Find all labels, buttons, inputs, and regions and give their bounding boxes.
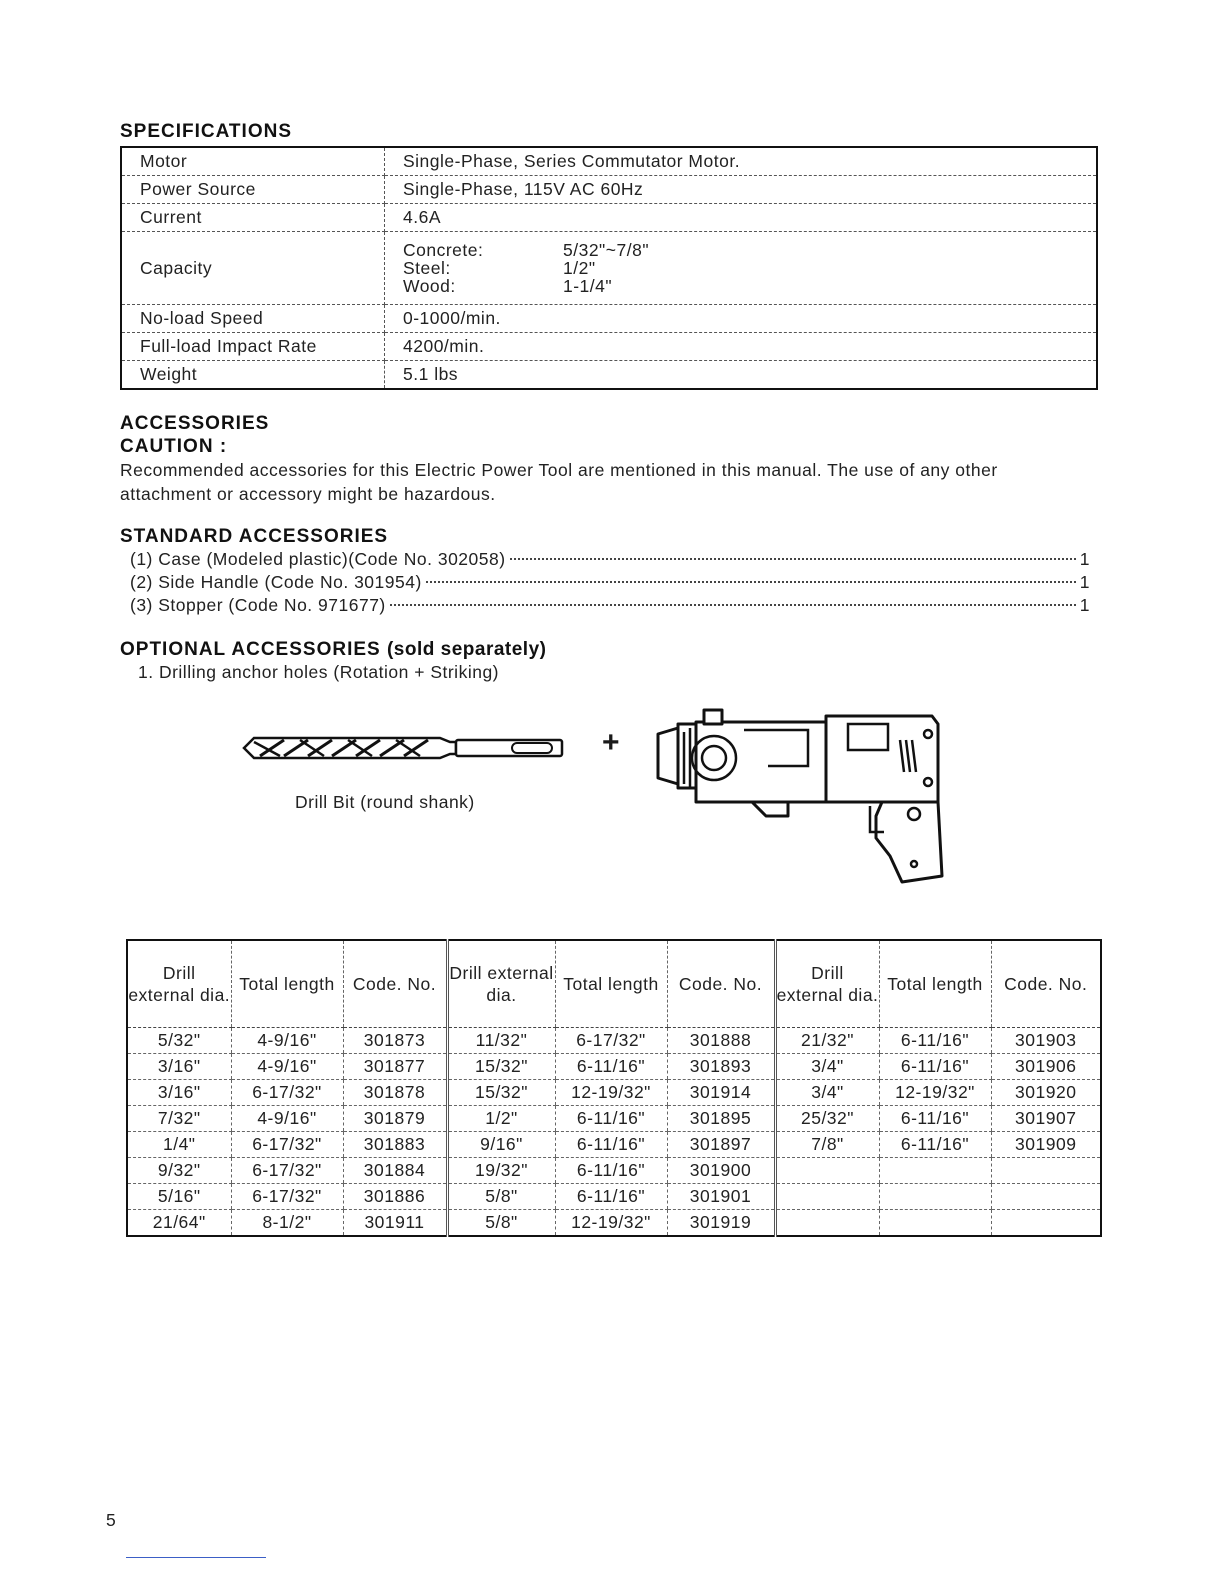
header-code-no: Code. No.: [667, 940, 775, 1028]
spec-row-motor: [121, 147, 1097, 176]
table-cell: 301919: [667, 1210, 775, 1237]
table-cell: 301920: [991, 1080, 1101, 1106]
table-cell: 5/8": [447, 1184, 555, 1210]
optional-heading-suffix: (sold separately): [386, 639, 547, 660]
table-cell: 6-17/32": [555, 1028, 667, 1054]
table-cell: 6-17/32": [231, 1132, 343, 1158]
header-code-no: Code. No.: [343, 940, 447, 1028]
header-drill-dia: Drill external dia.: [447, 940, 555, 1028]
table-cell: 301884: [343, 1158, 447, 1184]
spec-row-current: [121, 204, 1097, 232]
table-cell: 6-11/16": [555, 1054, 667, 1080]
capacity-value: 1-1/4": [563, 276, 613, 296]
table-cell: 5/32": [127, 1028, 231, 1054]
table-row: [127, 1210, 1101, 1237]
spec-row-no-load-speed: [121, 305, 1097, 333]
header-drill-dia: Drill external dia.: [127, 940, 231, 1028]
standard-accessories-heading: STANDARD ACCESSORIES: [120, 526, 389, 547]
table-cell: 301883: [343, 1132, 447, 1158]
spec-label: Power Source: [121, 176, 385, 204]
capacity-values: [385, 232, 1098, 305]
table-cell: 25/32": [775, 1106, 879, 1132]
table-cell: 301900: [667, 1158, 775, 1184]
table-cell: 11/32": [447, 1028, 555, 1054]
caution-text-line2: attachment or accessory might be hazardous.: [120, 484, 496, 504]
spec-label: Weight: [121, 361, 385, 390]
table-cell: 5/8": [447, 1210, 555, 1237]
table-cell: 6-11/16": [555, 1184, 667, 1210]
header-total-length: Total length: [231, 940, 343, 1028]
spec-label: Motor: [121, 147, 385, 176]
accessory-qty: 1: [1079, 549, 1090, 569]
leader-dots: [510, 558, 1076, 560]
table-cell: 12-19/32": [555, 1080, 667, 1106]
specifications-heading: SPECIFICATIONS: [120, 121, 292, 142]
table-cell: 15/32": [447, 1080, 555, 1106]
table-cell: 301907: [991, 1106, 1101, 1132]
table-cell: 4-9/16": [231, 1106, 343, 1132]
table-cell: 301909: [991, 1132, 1101, 1158]
table-cell: 3/16": [127, 1080, 231, 1106]
table-cell: 6-11/16": [879, 1054, 991, 1080]
table-cell: 7/32": [127, 1106, 231, 1132]
spec-value: 4.6A: [385, 204, 1098, 232]
spec-row-impact-rate: [121, 333, 1097, 361]
table-cell: 15/32": [447, 1054, 555, 1080]
table-cell: [991, 1210, 1101, 1237]
capacity-material: Concrete:: [403, 240, 484, 260]
spec-label: Current: [121, 204, 385, 232]
table-cell: [879, 1158, 991, 1184]
drill-bit-illustration: [240, 728, 570, 768]
standard-accessories-list: [130, 549, 1090, 618]
table-cell: [991, 1184, 1101, 1210]
table-cell: 4-9/16": [231, 1054, 343, 1080]
table-cell: 19/32": [447, 1158, 555, 1184]
table-cell: 301911: [343, 1210, 447, 1237]
spec-label: No-load Speed: [121, 305, 385, 333]
table-cell: 6-11/16": [879, 1132, 991, 1158]
caution-text-line1: Recommended accessories for this Electric Power Tool are mentioned in this manual. The use of any other: [120, 460, 998, 480]
table-cell: 4-9/16": [231, 1028, 343, 1054]
table-cell: 301886: [343, 1184, 447, 1210]
table-cell: 9/32": [127, 1158, 231, 1184]
table-row: [127, 1080, 1101, 1106]
table-cell: 8-1/2": [231, 1210, 343, 1237]
capacity-material: Steel:: [403, 258, 451, 278]
table-cell: [879, 1184, 991, 1210]
table-cell: 301888: [667, 1028, 775, 1054]
accessories-heading: ACCESSORIES: [120, 413, 270, 434]
table-cell: 9/16": [447, 1132, 555, 1158]
table-cell: 1/2": [447, 1106, 555, 1132]
table-cell: 12-19/32": [555, 1210, 667, 1237]
table-cell: [879, 1210, 991, 1237]
page-number: 5: [106, 1510, 117, 1530]
list-item: [130, 595, 1090, 618]
spec-value: Single-Phase, 115V AC 60Hz: [385, 176, 1098, 204]
header-code-no: Code. No.: [991, 940, 1101, 1028]
accessory-label: (2) Side Handle (Code No. 301954): [130, 572, 422, 592]
leader-dots: [426, 581, 1076, 583]
table-cell: 301877: [343, 1054, 447, 1080]
list-item: [130, 572, 1090, 595]
table-row: [127, 1158, 1101, 1184]
table-cell: 301878: [343, 1080, 447, 1106]
spec-row-power-source: [121, 176, 1097, 204]
table-cell: 301879: [343, 1106, 447, 1132]
table-cell: 12-19/32": [879, 1080, 991, 1106]
accessory-qty: 1: [1079, 595, 1090, 615]
spec-row-capacity: [121, 232, 1097, 305]
table-row: [127, 1028, 1101, 1054]
accessory-qty: 1: [1079, 572, 1090, 592]
caution-heading: CAUTION :: [120, 436, 228, 457]
table-cell: [775, 1210, 879, 1237]
spec-value: 5.1 lbs: [385, 361, 1098, 390]
accessory-label: (3) Stopper (Code No. 971677): [130, 595, 386, 615]
leader-dots: [390, 604, 1076, 606]
optional-accessories-heading: [120, 639, 546, 661]
table-cell: 301901: [667, 1184, 775, 1210]
header-total-length: Total length: [555, 940, 667, 1028]
table-cell: 7/8": [775, 1132, 879, 1158]
table-cell: 301903: [991, 1028, 1101, 1054]
spec-value: 4200/min.: [385, 333, 1098, 361]
table-cell: 1/4": [127, 1132, 231, 1158]
optional-heading-text: OPTIONAL ACCESSORIES: [120, 639, 381, 660]
table-cell: 6-11/16": [555, 1106, 667, 1132]
table-cell: [775, 1184, 879, 1210]
spec-row-weight: [121, 361, 1097, 390]
header-drill-dia: Drill external dia.: [775, 940, 879, 1028]
plus-sign: +: [602, 726, 620, 759]
table-cell: 6-11/16": [879, 1028, 991, 1054]
table-cell: 301897: [667, 1132, 775, 1158]
table-cell: 5/16": [127, 1184, 231, 1210]
capacity-value: 5/32"~7/8": [563, 240, 650, 260]
table-row: [127, 1132, 1101, 1158]
optional-item-1: 1. Drilling anchor holes (Rotation + Striking): [138, 662, 500, 682]
table-cell: 6-17/32": [231, 1158, 343, 1184]
capacity-material: Wood:: [403, 276, 456, 296]
table-cell: 6-11/16": [555, 1158, 667, 1184]
table-cell: 6-11/16": [555, 1132, 667, 1158]
table-cell: 3/4": [775, 1080, 879, 1106]
table-cell: 301906: [991, 1054, 1101, 1080]
table-cell: 301893: [667, 1054, 775, 1080]
table-row: [127, 1184, 1101, 1210]
drill-bit-caption: Drill Bit (round shank): [295, 792, 475, 812]
spec-value: Single-Phase, Series Commutator Motor.: [385, 147, 1098, 176]
table-cell: 6-17/32": [231, 1080, 343, 1106]
specifications-table: [120, 146, 1098, 390]
table-cell: 301873: [343, 1028, 447, 1054]
drill-bit-table: [126, 939, 1102, 1237]
spec-label: Full-load Impact Rate: [121, 333, 385, 361]
header-total-length: Total length: [879, 940, 991, 1028]
table-cell: 6-11/16": [879, 1106, 991, 1132]
table-cell: 21/64": [152, 1212, 206, 1232]
table-row: [127, 1106, 1101, 1132]
footer-rule: [126, 1557, 266, 1558]
accessory-label: (1) Case (Modeled plastic)(Code No. 302058): [130, 549, 506, 569]
list-item: [130, 549, 1090, 572]
spec-value: 0-1000/min.: [385, 305, 1098, 333]
capacity-value: 1/2": [563, 258, 596, 278]
table-cell: 301914: [667, 1080, 775, 1106]
table-cell: 6-17/32": [231, 1184, 343, 1210]
table-cell: 21/32": [775, 1028, 879, 1054]
table-header-row: [127, 940, 1101, 1028]
table-row: [127, 1054, 1101, 1080]
table-cell: 301895: [667, 1106, 775, 1132]
hammer-drill-illustration: [648, 706, 948, 888]
table-cell: 3/4": [775, 1054, 879, 1080]
table-cell: 3/16": [127, 1054, 231, 1080]
table-cell: [775, 1158, 879, 1184]
table-cell: [991, 1158, 1101, 1184]
spec-label: Capacity: [121, 232, 385, 305]
